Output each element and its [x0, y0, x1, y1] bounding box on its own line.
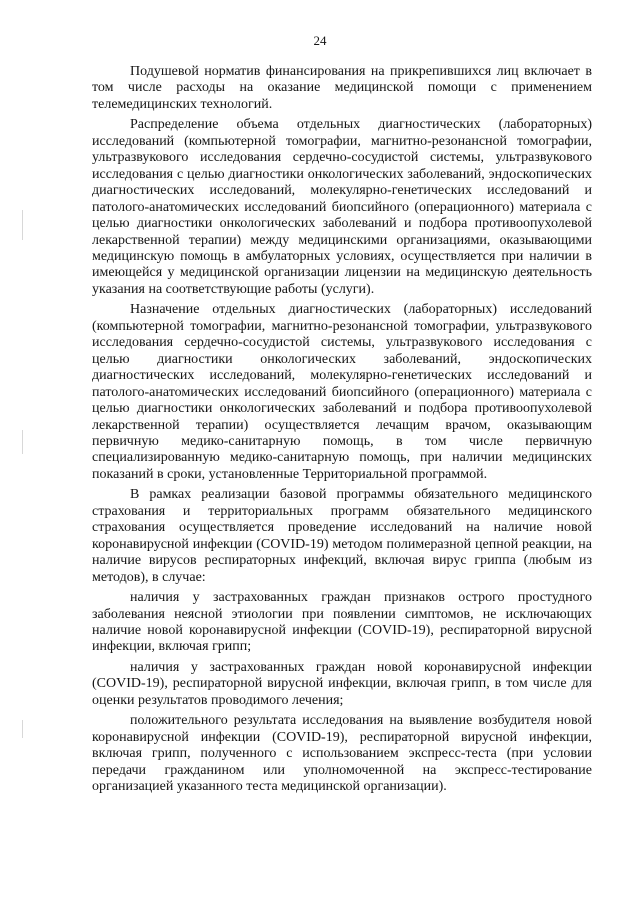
- paragraph-assignment-of-diagnostics: Назначение отдельных диагностических (лабораторных) исследований (компьютерной томографии, магнитно-резонансной томографии, ультразвукового исследования сердечно-сосудистой системы, ультразвукового исследования с целью диагностики онкологических заболеваний, эндоскопических диагностических исследований, молекулярно-генетических исследований и патолого-анатомических исследований биопсийного (операционного) материала с целью диагностики онкологических заболеваний и подбора противоопухолевой лекарственной терапии) осуществляется лечащим врачом, оказывающим первичную медико-санитарную помощь, в том числе первичную специализированную медико-санитарную помощь, при наличии медицинских показаний в сроки, установленные Территориальной программой.: [92, 302, 592, 482]
- page-number: 24: [313, 33, 327, 48]
- scan-margin-mark: [22, 210, 23, 240]
- list-item-positive-express-test: положительного результата исследования на выявление возбудителя новой коронавирусной инфекции (COVID-19), респираторной вирусной инфекции, включая грипп, полученного с использованием экспресс-теста (при условии передачи гражданином или уполномоченной на экспресс-тестирование организацией указанного теста медицинской организации).: [92, 713, 592, 795]
- scan-margin-mark: [22, 430, 23, 454]
- scan-margin-mark: [22, 720, 23, 738]
- paragraph-covid-testing: В рамках реализации базовой программы обязательного медицинского страхования и территориальных программ обязательного медицинского страхования осуществляется проведение исследований на наличие новой коронавирусной инфекции (COVID-19) методом полимеразной цепной реакции, на наличие вирусов респираторных инфекций, включая вирус гриппа (любым из методов), в случае:: [92, 487, 592, 585]
- list-item-acute-symptoms: наличия у застрахованных граждан признаков острого простудного заболевания неясной этиологии при появлении симптомов, не исключающих наличие новой коронавирусной инфекции (COVID-19), респираторной вирусной инфекции, включая грипп;: [92, 590, 592, 655]
- list-item-confirmed-infection: наличия у застрахованных граждан новой коронавирусной инфекции (COVID-19), респираторной вирусной инфекции, включая грипп, в том числе для оценки результатов проводимого лечения;: [92, 659, 592, 708]
- paragraph-distribution-of-diagnostics: Распределение объема отдельных диагностических (лабораторных) исследований (компьютерной томографии, магнитно-резонансной томографии, ультразвукового исследования сердечно-сосудистой системы, ультразвукового исследования с целью диагностики онкологических заболеваний, эндоскопических диагностических исследований, молекулярно-генетических исследований и патолого-анатомических исследований биопсийного (операционного) материала с целью диагностики онкологических заболеваний и подбора противоопухолевой лекарственной терапии) между медицинскими организациями, оказывающими медицинскую помощь в амбулаторных условиях, осуществляется при наличии в имеющейся у медицинской организации лицензии на медицинскую деятельность указания на соответствующие работы (услуги).: [92, 117, 592, 297]
- document-body: [92, 64, 592, 799]
- paragraph-per-capita-norm: Подушевой норматив финансирования на прикрепившихся лиц включает в том числе расходы на оказание медицинской помощи с применением телемедицинских технологий.: [92, 64, 592, 112]
